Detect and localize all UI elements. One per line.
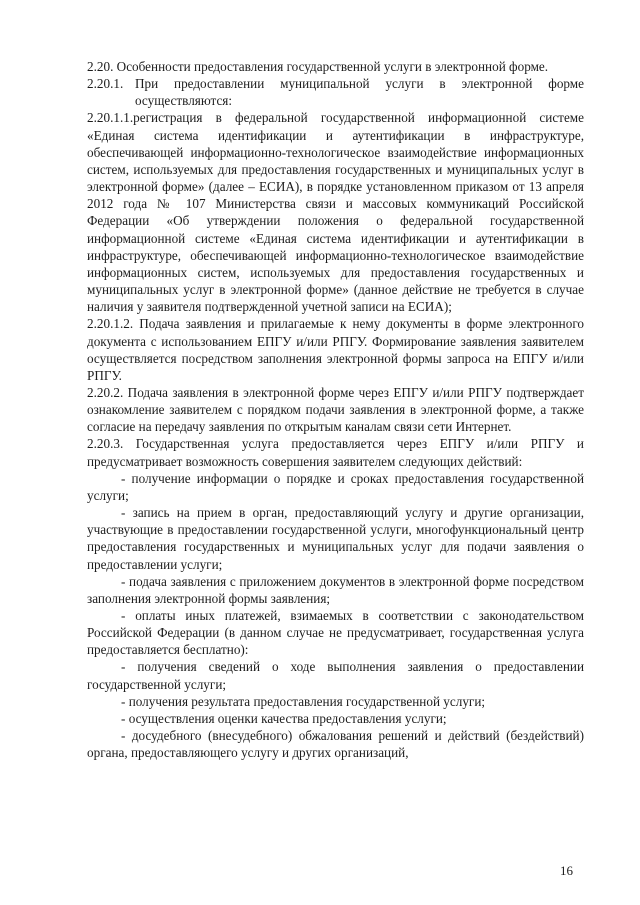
list-item: - оплаты иных платежей, взимаемых в соответствии с законодательством Российской Федерации (в данном случае не предусматривает, государственная услуга предоставляется бесплатно): bbox=[87, 608, 584, 658]
section-2-20-1-2: 2.20.1.2. Подача заявления и прилагаемые к нему документы в форме электронного документа с использованием ЕПГУ и/или РПГУ. Формирование заявления заявителем осуществляется посредством заполнения электронной формы запроса на ЕПГУ и/или РПГУ. bbox=[87, 316, 584, 383]
list-item: - осуществления оценки качества предоставления услуги; bbox=[121, 710, 447, 726]
list-item: - получения сведений о ходе выполнения заявления о предоставлении государственной услуги; bbox=[87, 659, 584, 692]
list-item: - получения результата предоставления государственной услуги; bbox=[121, 693, 486, 709]
list-item: - досудебного (внесудебного) обжалования решений и действий (бездействий) органа, предоставляющего услугу и других организаций, bbox=[87, 728, 584, 761]
list-item: - запись на прием в орган, предоставляющий услугу и другие организации, участвующие в предоставлении государственной услуги, многофункциональный центр предоставления государственных и муниципальных услуг для подачи заявления о предоставлении услуги; bbox=[87, 505, 584, 572]
list-item: - получение информации о порядке и сроках предоставления государственной услуги; bbox=[87, 470, 584, 503]
section-2-20-3: 2.20.3. Государственная услуга предоставляется через ЕПГУ и/или РПГУ и предусматривает возможность совершения заявителем следующих действий: bbox=[87, 436, 584, 469]
list-item: - подача заявления с приложением документов в электронной форме посредством заполнения электронной формы заявления; bbox=[87, 573, 584, 606]
section-2-20-2: 2.20.2. Подача заявления в электронной форме через ЕПГУ и/или РПГУ подтверждает ознакомление заявителем с порядком подачи заявления в электронной форме, а также согласие на передачу заявления по открытым каналам связи сети Интернет. bbox=[87, 384, 584, 435]
page-number: 16 bbox=[560, 863, 573, 878]
section-2-20-1-1: 2.20.1.1.регистрация в федеральной государственной информационной системе «Единая система идентификации и аутентификации в инфраструктуре, обеспечивающей информационно-технологическое взаимодействие информационных систем, используемых для предоставления государственных и муниципальных услуг в электронной форме» (далее – ЕСИА), в порядке установленном приказом от 13 апреля 2012 года № 107 Министерства связи и массовых коммуникаций Российской Федерации «Об утверждении положения о федеральной государственной информационной системе «Единая система идентификации и аутентификации в инфраструктуре, обеспечивающей информационно-технологическое взаимодействие информационных систем, используемых для предоставления государственных и муниципальных услуг в электронной форме» (данное действие не требуется в случае наличия у заявителя подтвержденной учетной записи на ЕСИА); bbox=[87, 110, 584, 315]
section-2-20-1 bbox=[87, 75, 584, 109]
section-2-20: 2.20. Особенности предоставления государственной услуги в электронной форме. bbox=[87, 59, 549, 74]
section-2-20-1-text: При предоставлении муниципальной услуги в электронной форме осуществляются: bbox=[135, 76, 584, 109]
section-2-20-1-number: 2.20.1. bbox=[87, 76, 124, 92]
document-body bbox=[87, 58, 584, 761]
